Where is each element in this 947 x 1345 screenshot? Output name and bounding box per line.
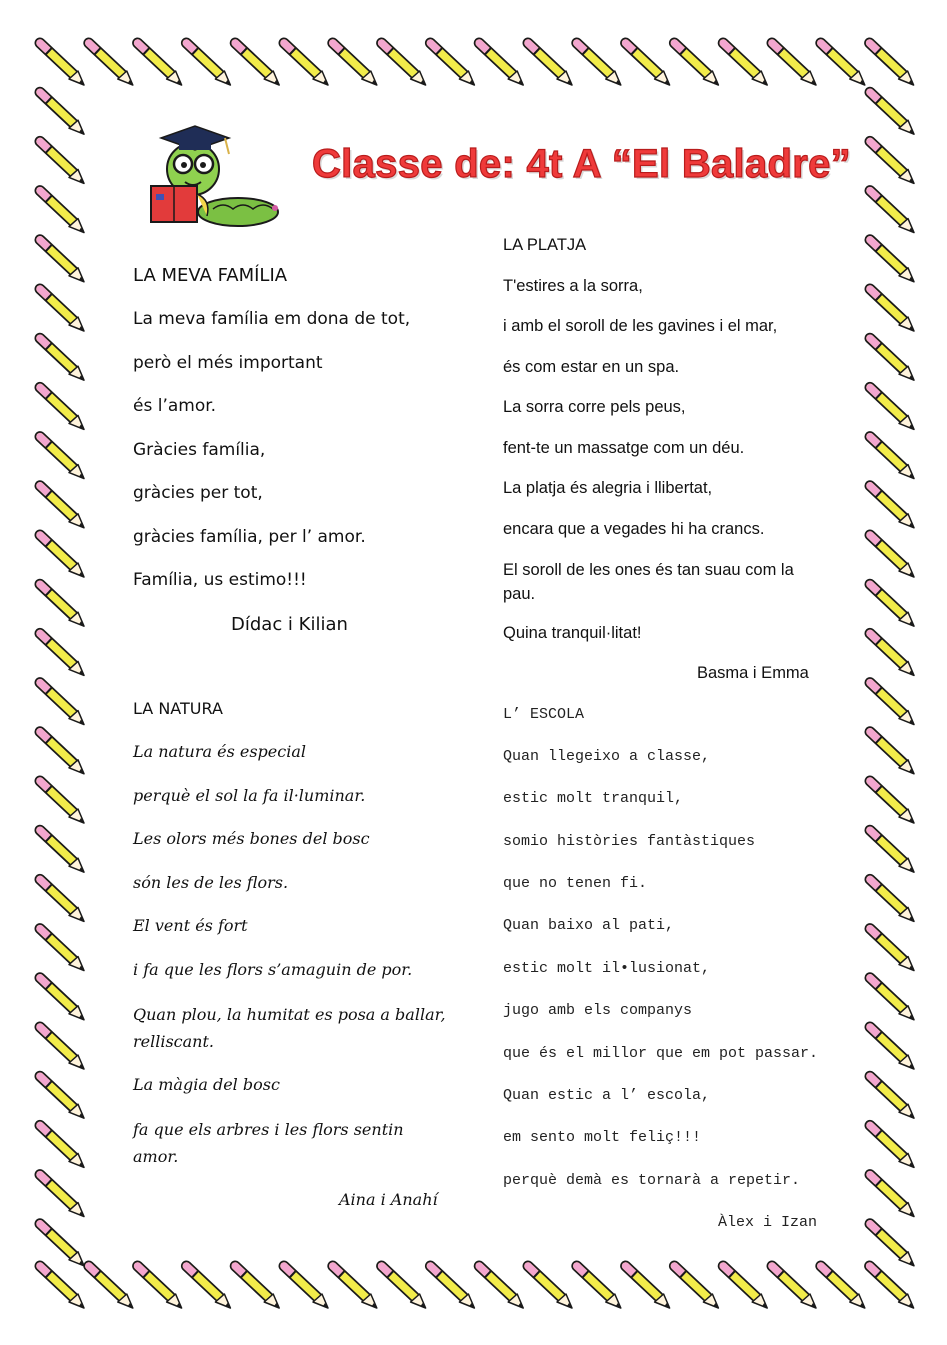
- pencil-icon: [870, 338, 914, 380]
- pencil-icon: [577, 1266, 621, 1308]
- pencil-icon: [870, 929, 914, 971]
- poem-line: Les olors més bones del bosc: [133, 829, 370, 848]
- pencil-icon: [870, 437, 914, 479]
- pencil-icon: [528, 43, 572, 85]
- poem-line: gràcies família, per l’ amor.: [133, 527, 366, 547]
- poem-line: Quan estic a l’ escola,: [503, 1087, 711, 1104]
- poem-line: somio històries fantàstiques: [503, 833, 756, 850]
- pencil-icon: [138, 43, 182, 85]
- pencil-icon: [40, 191, 84, 233]
- pencil-icon: [40, 1125, 84, 1167]
- pencil-icon: [430, 43, 474, 85]
- pencil-icon: [870, 141, 914, 183]
- poem-line: són les de les flors.: [133, 873, 289, 892]
- pencil-icon: [40, 387, 84, 429]
- poem-line: Quina tranquil·litat!: [503, 624, 642, 642]
- pencil-icon: [284, 1266, 328, 1308]
- pencil-icon: [870, 240, 914, 282]
- pencil-icon: [870, 1125, 914, 1167]
- pencil-icon: [40, 92, 84, 134]
- poem-author: Aina i Anahí: [339, 1190, 438, 1209]
- poem-line: però el més important: [133, 353, 323, 373]
- pencil-icon: [284, 43, 328, 85]
- poem-line: perquè demà es tornarà a repetir.: [503, 1172, 801, 1189]
- pencil-icon: [870, 92, 914, 134]
- bookworm-graduate-icon: [143, 124, 283, 234]
- poem-line: és com estar en un spa.: [503, 358, 680, 376]
- poem-line: La sorra corre pels peus,: [503, 398, 686, 416]
- poem-line: que no tenen fi.: [503, 875, 648, 892]
- poem-line: gràcies per tot,: [133, 483, 263, 503]
- pencil-icon: [186, 1266, 230, 1308]
- poem-line: fa que els arbres i les flors sentin amor.: [133, 1120, 404, 1166]
- pencil-icon: [870, 781, 914, 823]
- poem-line: és l’amor.: [133, 396, 217, 416]
- pencil-icon: [40, 633, 84, 675]
- poem-title: LA PLATJA: [503, 236, 587, 254]
- poem-line: fent-te un massatge com un déu.: [503, 439, 745, 457]
- pencil-icon: [577, 43, 621, 85]
- pencil-icon: [674, 43, 718, 85]
- poem-line: em sento molt feliç!!!: [503, 1129, 702, 1146]
- pencil-icon: [870, 978, 914, 1020]
- pencil-icon: [40, 1224, 84, 1266]
- poem-line: T'estires a la sorra,: [503, 277, 643, 295]
- poem-line: jugo amb els companys: [503, 1002, 693, 1019]
- pencil-icon: [40, 683, 84, 725]
- pencil-icon: [40, 535, 84, 577]
- pencil-icon: [772, 1266, 816, 1308]
- pencil-icon: [40, 879, 84, 921]
- pencil-icon: [40, 1175, 84, 1217]
- pencil-icon: [870, 43, 914, 85]
- pencil-icon: [40, 781, 84, 823]
- poem-title: LA NATURA: [133, 699, 223, 718]
- poem-line: i amb el soroll de les gavines i el mar,: [503, 317, 778, 335]
- poem-line: encara que a vegades hi ha crancs.: [503, 520, 765, 538]
- poem-line: El vent és fort: [133, 916, 248, 935]
- poem-line: Quan plou, la humitat es posa a ballar, relliscant.: [133, 1005, 446, 1051]
- pencil-icon: [870, 191, 914, 233]
- page-title: Classe de: 4t A “El Baladre”: [312, 142, 851, 186]
- pencil-icon: [821, 43, 865, 85]
- pencil-icon: [40, 1027, 84, 1069]
- poem-line: Quan baixo al pati,: [503, 917, 675, 934]
- pencil-icon: [40, 584, 84, 626]
- pencil-icon: [89, 43, 133, 85]
- pencil-icon: [40, 141, 84, 183]
- pencil-icon: [870, 683, 914, 725]
- poem-line: estic molt tranquil,: [503, 790, 684, 807]
- pencil-icon: [235, 1266, 279, 1308]
- poem-line: La natura és especial: [133, 742, 306, 761]
- pencil-icon: [40, 240, 84, 282]
- pencil-icon: [40, 978, 84, 1020]
- pencil-icon: [870, 387, 914, 429]
- poem-title: LA MEVA FAMÍLIA: [133, 265, 288, 286]
- poem-line: El soroll de les ones és tan suau com la pau.: [503, 561, 794, 603]
- pencil-icon: [430, 1266, 474, 1308]
- pencil-icon: [40, 437, 84, 479]
- pencil-icon: [382, 43, 426, 85]
- pencil-icon: [479, 43, 523, 85]
- poem-line: estic molt il•lusionat,: [503, 960, 711, 977]
- pencil-icon: [870, 1266, 914, 1308]
- pencil-icon: [870, 289, 914, 331]
- pencil-icon: [333, 43, 377, 85]
- pencil-icon: [40, 1266, 84, 1308]
- poem-line: Quan llegeixo a classe,: [503, 748, 711, 765]
- poem-line: La meva família em dona de tot,: [133, 309, 411, 329]
- pencil-icon: [138, 1266, 182, 1308]
- poem-line: perquè el sol la fa il·luminar.: [133, 786, 366, 805]
- pencil-icon: [40, 929, 84, 971]
- pencil-icon: [333, 1266, 377, 1308]
- pencil-icon: [723, 1266, 767, 1308]
- pencil-icon: [821, 1266, 865, 1308]
- poem-author: Dídac i Kilian: [231, 614, 348, 635]
- poem-author: Àlex i Izan: [718, 1214, 818, 1231]
- pencil-icon: [40, 486, 84, 528]
- poem-author: Basma i Emma: [697, 664, 809, 682]
- pencil-icon: [40, 830, 84, 872]
- pencil-icon: [89, 1266, 133, 1308]
- poem-title: L’ ESCOLA: [503, 706, 585, 723]
- pencil-icon: [870, 584, 914, 626]
- poem-line: que és el millor que em pot passar.: [503, 1045, 819, 1062]
- poem-line: La platja és alegria i llibertat,: [503, 479, 713, 497]
- pencil-icon: [870, 830, 914, 872]
- pencil-icon: [870, 1224, 914, 1266]
- poem-line: La màgia del bosc: [133, 1075, 280, 1094]
- pencil-icon: [870, 732, 914, 774]
- pencil-icon: [40, 732, 84, 774]
- pencil-icon: [40, 338, 84, 380]
- pencil-icon: [870, 633, 914, 675]
- pencil-icon: [382, 1266, 426, 1308]
- pencil-icon: [479, 1266, 523, 1308]
- pencil-icon: [772, 43, 816, 85]
- pencil-icon: [40, 1076, 84, 1118]
- pencil-icon: [626, 43, 670, 85]
- pencil-icon: [870, 879, 914, 921]
- pencil-icon: [626, 1266, 670, 1308]
- pencil-icon: [870, 1027, 914, 1069]
- poem-line: Gràcies família,: [133, 440, 266, 460]
- pencil-icon: [870, 535, 914, 577]
- pencil-icon: [870, 486, 914, 528]
- pencil-icon: [235, 43, 279, 85]
- pencil-icon: [723, 43, 767, 85]
- pencil-icon: [528, 1266, 572, 1308]
- pencil-icon: [674, 1266, 718, 1308]
- pencil-icon: [870, 1175, 914, 1217]
- poem-line: i fa que les flors s’amaguin de por.: [133, 960, 413, 979]
- pencil-icon: [870, 1076, 914, 1118]
- pencil-icon: [40, 43, 84, 85]
- pencil-icon: [40, 289, 84, 331]
- poem-line: Família, us estimo!!!: [133, 570, 307, 590]
- pencil-icon: [186, 43, 230, 85]
